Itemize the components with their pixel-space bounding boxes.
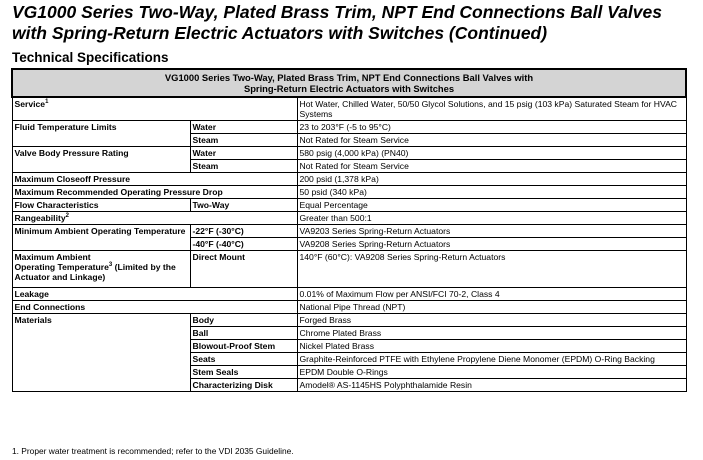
service-label: Service$^1$ (12, 97, 297, 121)
closeoff-value: 200 psid (1,378 kPa) (297, 173, 686, 186)
flow-value: Equal Percentage (297, 199, 686, 212)
end-connections-label: End Connections (12, 301, 297, 314)
materials-stem-value: Nickel Plated Brass (297, 340, 686, 353)
table-row (12, 288, 686, 301)
pressure-drop-label: Maximum Recommended Operating Pressure Drop (12, 186, 297, 199)
leakage-value: 0.01% of Maximum Flow per ANSI/FCI 70-2, Class 4 (297, 288, 686, 301)
table-title (12, 69, 686, 97)
fluid-temp-steam-value: Not Rated for Steam Service (297, 134, 686, 147)
rangeability-value: Greater than 500:1 (297, 212, 686, 225)
pressure-drop-value: 50 psid (340 kPa) (297, 186, 686, 199)
spec-table (11, 68, 687, 392)
pressure-rating-steam-label: Steam (190, 160, 297, 173)
table-title-row (12, 69, 686, 97)
materials-disk-value: Amodel® AS-1145HS Polyphthalamide Resin (297, 379, 686, 392)
section-heading: Technical Specifications (12, 50, 169, 65)
materials-seats-label: Seats (190, 353, 297, 366)
fluid-temp-water-label: Water (190, 121, 297, 134)
pressure-rating-water-value: 580 psig (4,000 kPa) (PN40) (297, 147, 686, 160)
max-ambient-sub-label: Direct Mount (190, 251, 297, 288)
materials-stem-label: Blowout-Proof Stem (190, 340, 297, 353)
materials-stem-seals-label: Stem Seals (190, 366, 297, 379)
table-title-line2: Spring-Return Electric Actuators with Switches (243, 83, 455, 94)
leakage-label: Leakage (12, 288, 297, 301)
min-ambient-sub-1: -22°F (-30°C) (190, 225, 297, 238)
fluid-temp-label: Fluid Temperature Limits (12, 121, 190, 147)
table-row (12, 301, 686, 314)
pressure-rating-steam-value: Not Rated for Steam Service (297, 160, 686, 173)
table-row (12, 121, 686, 134)
document-title: VG1000 Series Two-Way, Plated Brass Trim, NPT End Connections Ball Valves with Spring-Return Electric Actuators with Switches (Continued) (12, 2, 662, 43)
min-ambient-value-1: VA9203 Series Spring-Return Actuators (297, 225, 686, 238)
flow-sub-label: Two-Way (190, 199, 297, 212)
flow-label: Flow Characteristics (12, 199, 190, 212)
table-row (12, 199, 686, 212)
table-row (12, 186, 686, 199)
min-ambient-sub-2: -40°F (-40°C) (190, 238, 297, 251)
table-row (12, 314, 686, 327)
materials-seats-value: Graphite-Reinforced PTFE with Ethylene Propylene Diene Monomer (EPDM) O-Ring Backing (297, 353, 686, 366)
materials-disk-label: Characterizing Disk (190, 379, 297, 392)
table-row (12, 225, 686, 238)
footnote-1: 1. Proper water treatment is recommended; refer to the VDI 2035 Guideline. (12, 446, 294, 456)
max-ambient-value: 140°F (60°C): VA9208 Series Spring-Return Actuators (297, 251, 686, 288)
fluid-temp-water-value: 23 to 203°F (-5 to 95°C) (297, 121, 686, 134)
closeoff-label: Maximum Closeoff Pressure (12, 173, 297, 186)
table-title-line1: VG1000 Series Two-Way, Plated Brass Trim, NPT End Connections Ball Valves with (164, 72, 534, 83)
materials-body-value: Forged Brass (297, 314, 686, 327)
materials-body-label: Body (190, 314, 297, 327)
materials-ball-value: Chrome Plated Brass (297, 327, 686, 340)
end-connections-value: National Pipe Thread (NPT) (297, 301, 686, 314)
table-row (12, 251, 686, 288)
table-row (12, 97, 686, 121)
max-ambient-label: Maximum Ambient Operating Temperature$^3$ (Limited by the Actuator and Linkage) (12, 251, 190, 288)
pressure-rating-label: Valve Body Pressure Rating (12, 147, 190, 173)
pressure-rating-water-label: Water (190, 147, 297, 160)
table-row (12, 212, 686, 225)
footnote-mark: 1 (45, 99, 49, 106)
rangeability-label: Rangeability$^2$ (12, 212, 297, 225)
table-row (12, 173, 686, 186)
min-ambient-value-2: VA9208 Series Spring-Return Actuators (297, 238, 686, 251)
footnote-mark: 3 (108, 262, 113, 269)
footnote-mark: 2 (65, 213, 69, 220)
materials-ball-label: Ball (190, 327, 297, 340)
fluid-temp-steam-label: Steam (190, 134, 297, 147)
materials-label: Materials (12, 314, 190, 392)
min-ambient-label: Minimum Ambient Operating Temperature (12, 225, 190, 251)
service-value: Hot Water, Chilled Water, 50/50 Glycol Solutions, and 15 psig (103 kPa) Saturated Steam for HVAC Systems (297, 97, 686, 121)
table-row (12, 147, 686, 160)
materials-stem-seals-value: EPDM Double O-Rings (297, 366, 686, 379)
